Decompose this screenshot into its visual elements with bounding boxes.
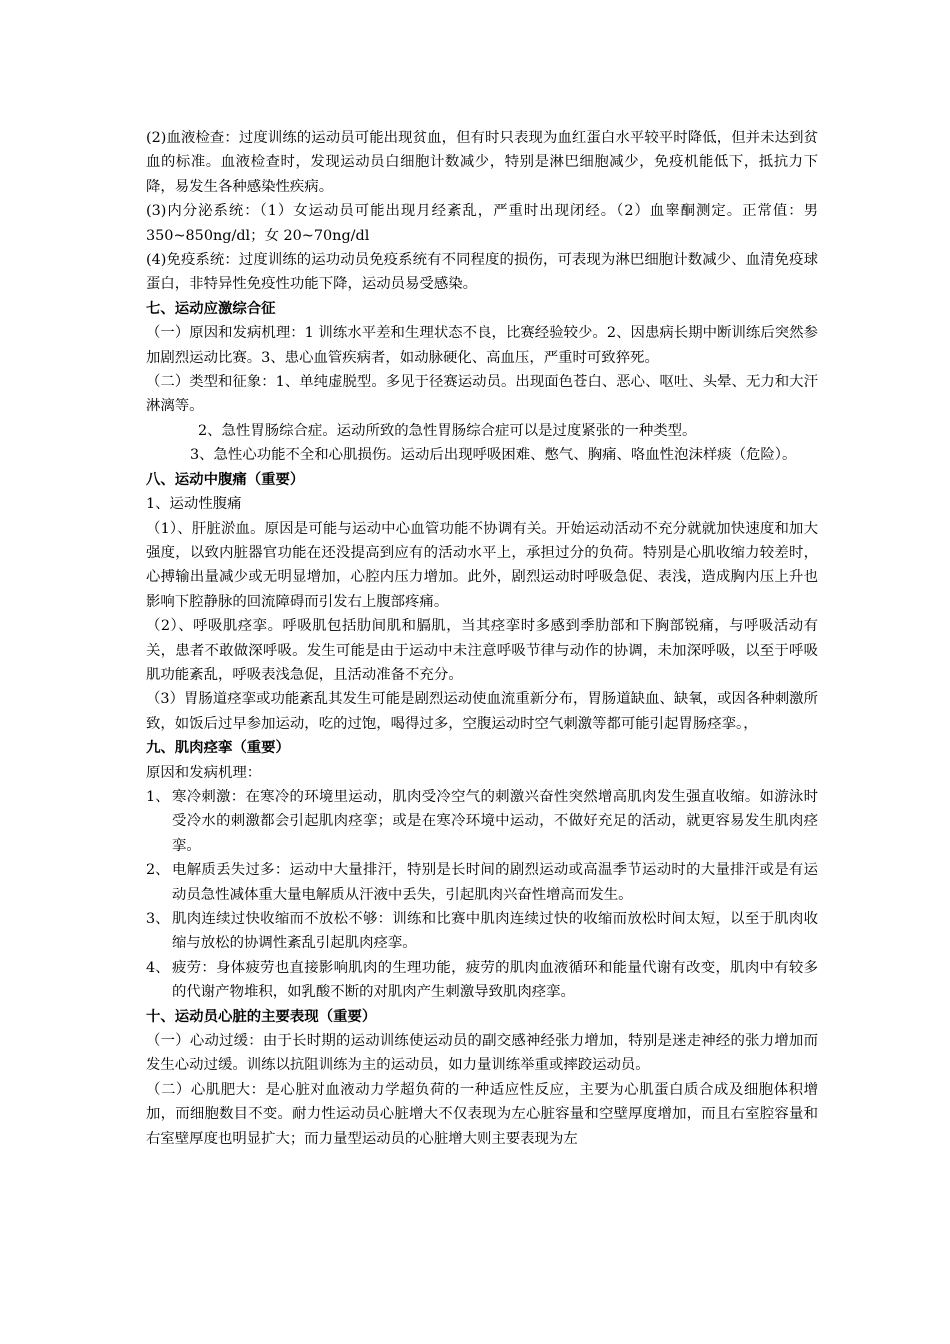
section-7-title: 七、运动应激综合征 — [146, 300, 276, 317]
section-7-type-3: 3、急性心功能不全和心肌损伤。运动后出现呼吸困难、憋气、胸痛、咯血性泡沫样痰（危险）。 — [190, 447, 797, 464]
section-7-type-2: 2、急性胃肠综合症。运动所致的急性胃肠综合症可以是过度紧张的一种类型。 — [198, 422, 697, 439]
list-item-text: 疲劳：身体疲劳也直接影响肌肉的生理功能，疲劳的肌肉血液循环和能量代谢有改变，肌肉中有较多的代谢产物堆积，如乳酸不断的对肌肉产生刺激导致肌肉痉挛。 — [172, 959, 818, 1001]
section-10-bradycardia: （一）心动过缓：由于长时期的运动训练使运动员的副交感神经张力增加，特别是迷走神经的张力增加而发生心动过缓。训练以抗阻训练为主的运动员，如力量训练举重或摔跤运动员。 — [146, 1033, 818, 1074]
section-10-hypertrophy: （二）心肌肥大：是心脏对血液动力学超负荷的一种适应性反应，主要为心肌蛋白质合成及细胞体积增加，而细胞数目不变。耐力性运动员心脏增大不仅表现为左心脏容量和空壁厚度增加，而且右室腔容量和右室壁厚度也明显扩大；而力量型运动员的心脏增大则主要表现为左 — [146, 1081, 818, 1147]
list-item-text: 电解质丢失过多：运动中大量排汗，特别是长时间的剧烈运动或高温季节运动时的大量排汗或是有运动员急性减体重大量电解质从汗液中丢失，引起肌肉兴奋性增高而发生。 — [172, 862, 818, 903]
list-item — [146, 956, 818, 1005]
section-7-cause: （一）原因和发病机理：1 训练水平差和生理状态不良，比赛经验较少。2、因患病长期中断训练后突然参加剧烈运动比赛。3、患心血管疾病者，如动脉硬化、高血压，严重时可致猝死。 — [146, 325, 818, 366]
list-item-number: 1、 — [146, 788, 170, 805]
section-9-subtitle: 原因和发病机理： — [146, 764, 262, 781]
section-7-type: （二）类型和征象：1、单纯虚脱型。多见于径赛运动员。出现面色苍白、恶心、呕吐、头晕、无力和大汗淋漓等。 — [146, 374, 818, 415]
section-8-liver: （1）、肝脏淤血。原因是可能与运动中心血管功能不协调有关。开始运动活动不充分就就加快速度和加大强度，以致内脏器官功能在还没提高到应有的活动水平上，承担过分的负荷。特别是心肌收缩力较差时，心搏输出量减少或无明显增加，心腔内压力增加。此外，剧烈运动时呼吸急促、表浅，造成胸内压上升也影响下腔静脉的回流障碍而引发右上腹部疼痛。 — [146, 520, 818, 610]
paragraph-immune: (4)免疫系统：过度训练的运功动员免疫系统有不同程度的损伤，可表现为淋巴细胞计数减少、血清免疫球蛋白，非特异性免疫性功能下降，运动员易受感染。 — [146, 252, 818, 293]
paragraph-endocrine: (3)内分泌系统：（1）女运动员可能出现月经紊乱，严重时出现闭经。（2）血睾酮测定。正常值：男 350~850ng/dl；女 20~70ng/dl — [146, 203, 818, 244]
list-item-text: 肌肉连续过快收缩而不放松不够：训练和比赛中肌肉连续过快的收缩而放松时间太短，以至于肌肉收缩与放松的协调性紊乱引起肌肉痉挛。 — [172, 911, 818, 952]
list-item — [146, 858, 818, 907]
section-10-title: 十、运动员心脏的主要表现（重要） — [146, 1008, 377, 1025]
section-8-gastro: （3）胃肠道痉挛或功能紊乱其发生可能是剧烈运动使血流重新分布，胃肠道缺血、缺氧，或因各种刺激所致，如饭后过早参加运动，吃的过饱，喝得过多，空腹运动时空气刺激等都可能引起胃肠痉挛。， — [146, 691, 818, 732]
list-item — [146, 785, 818, 858]
list-item-number: 2、 — [146, 862, 170, 879]
paragraph-blood-test: (2)血液检查：过度训练的运动员可能出现贫血，但有时只表现为血红蛋白水平较平时降低，但并未达到贫血的标准。血液检查时，发现运动员白细胞计数减少，特别是淋巴细胞减少，免疫机能低下，抵抗力下降，易发生各种感染性疾病。 — [146, 130, 818, 195]
list-item — [146, 907, 818, 956]
section-9-title: 九、肌肉痉挛（重要） — [146, 740, 290, 757]
section-8-title: 八、运动中腹痛（重要） — [146, 471, 305, 488]
document-page — [146, 126, 818, 1151]
section-8-subtitle: 1、运动性腹痛 — [146, 496, 242, 513]
list-item-number: 4、 — [146, 959, 170, 976]
list-item-number: 3、 — [146, 911, 170, 927]
list-item-text: 寒冷刺激：在寒冷的环境里运动，肌肉受冷空气的刺激兴奋性突然增高肌肉发生强直收缩。如游泳时受冷水的刺激都会引起肌肉痉挛；或是在寒冷环境中运动，不做好充足的活动，就更容易发生肌肉痉挛。 — [172, 788, 818, 854]
section-8-respiratory: （2）、呼吸肌痉挛。呼吸肌包括肋间肌和膈肌，当其痉挛时多感到季肋部和下胸部锐痛，与呼吸活动有关，患者不敢做深呼吸。发生可能是由于运动中未注意呼吸节律与动作的协调，未加深呼吸，以至于呼吸肌功能紊乱，呼吸表浅急促，且活动准备不充分。 — [146, 618, 818, 683]
